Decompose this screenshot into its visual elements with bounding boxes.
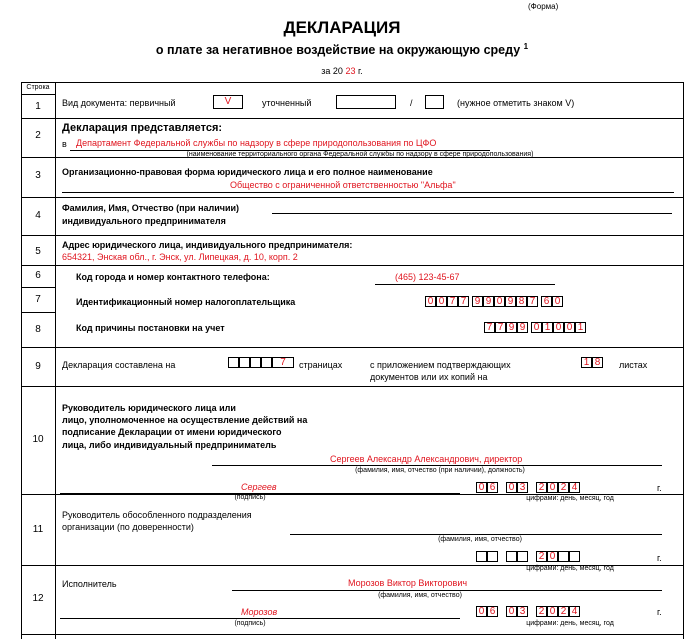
kpp-boxes-cell[interactable]: 7	[495, 322, 506, 333]
subtitle-text: о плате за негативное воздействие на окружающую среду	[155, 43, 521, 58]
row-number: 6	[35, 270, 41, 281]
inn-boxes-cell[interactable]: 7	[458, 296, 469, 307]
pages-box[interactable]	[228, 357, 239, 368]
attachments-label-2: документов или их копий на	[370, 372, 488, 382]
updated-label: уточненный	[262, 98, 312, 108]
head-sign-caption: (подпись)	[234, 494, 266, 501]
date10-cell[interactable]: 2	[558, 482, 569, 493]
kpp-boxes-cell[interactable]: 0	[564, 322, 575, 333]
sheets-boxes-cell[interactable]: 1	[581, 357, 592, 368]
row-number: 10	[32, 434, 44, 445]
executor-label: Исполнитель	[62, 579, 117, 589]
date11-cell[interactable]: 2	[536, 551, 547, 562]
kpp-boxes-cell[interactable]: 1	[575, 322, 586, 333]
date10-cell[interactable]: 0	[476, 482, 487, 493]
date12-cell[interactable]: 2	[558, 606, 569, 617]
inn-boxes-cell[interactable]: 9	[472, 296, 483, 307]
inn-label: Идентификационный номер налогоплательщика	[76, 297, 296, 307]
executor-name-caption: (фамилия, имя, отчество)	[378, 592, 462, 599]
update-number-box[interactable]	[425, 95, 444, 109]
head-label-4: лица, либо индивидуальный предприниматель	[62, 440, 277, 450]
date12-cell[interactable]: 0	[547, 606, 558, 617]
head-signature: Сергеев	[241, 482, 277, 492]
pages-count[interactable]: 7	[272, 357, 294, 368]
head-name-caption: (фамилия, имя, отчество (при наличии), должность)	[355, 467, 525, 474]
kpp-boxes-cell[interactable]: 9	[506, 322, 517, 333]
date10-cell[interactable]: 4	[569, 482, 580, 493]
pages-unit: страницах	[299, 360, 343, 370]
phone-label: Код города и номер контактного телефона:	[76, 272, 270, 282]
attachments-label: с приложением подтверждающих	[370, 360, 511, 370]
inn-boxes-cell[interactable]: 7	[527, 296, 538, 307]
date11-cell[interactable]	[569, 551, 580, 562]
inn-boxes-cell[interactable]: 7	[447, 296, 458, 307]
executor-name: Морозов Виктор Викторович	[348, 578, 468, 588]
phone-value: (465) 123-45-67	[395, 272, 460, 282]
executor-date-caption: цифрами: день, месяц, год	[526, 620, 614, 627]
form-label: (Форма)	[528, 2, 559, 11]
date10-cell[interactable]: 6	[487, 482, 498, 493]
pages-box[interactable]	[250, 357, 261, 368]
kpp-boxes-cell[interactable]: 9	[517, 322, 528, 333]
head-label-1: Руководитель юридического лица или	[62, 403, 236, 413]
executor-signature: Морозов	[241, 607, 278, 617]
date11-cell[interactable]	[506, 551, 517, 562]
primary-checkbox[interactable]: V	[213, 95, 243, 109]
ip-name-label-2: индивидуального предпринимателя	[62, 216, 226, 226]
head-date-caption: цифрами: день, месяц, год	[526, 495, 614, 502]
pages-label: Декларация составлена на	[62, 360, 176, 370]
date10-cell[interactable]: 0	[506, 482, 517, 493]
date12-cell[interactable]: 0	[476, 606, 487, 617]
submitted-to-label: Декларация представляется:	[62, 122, 223, 134]
doc-type-label: Вид документа: первичный	[62, 98, 176, 108]
executor-sign-caption: (подпись)	[234, 620, 266, 627]
row-number: 2	[35, 130, 41, 141]
date11-cell[interactable]	[476, 551, 487, 562]
kpp-boxes-cell[interactable]: 0	[553, 322, 564, 333]
ip-name-label: Фамилия, Имя, Отчество (при наличии)	[62, 203, 240, 213]
report-year	[0, 66, 684, 76]
date12-cell[interactable]: 0	[506, 606, 517, 617]
inn-boxes-cell[interactable]: 0	[436, 296, 447, 307]
date11-cell[interactable]	[517, 551, 528, 562]
branch-name-caption: (фамилия, имя, отчество)	[438, 536, 522, 543]
slash: /	[410, 98, 413, 108]
inn-boxes-cell[interactable]: 0	[552, 296, 563, 307]
head-name: Сергеев Александр Александрович, директор	[330, 454, 523, 464]
authority-caption: (наименование территориального органа Федеральной службы по надзору в сфере природопользования)	[186, 151, 534, 158]
subtitle-footnote: 1	[523, 42, 529, 51]
date12-cell[interactable]: 6	[487, 606, 498, 617]
row-number: 7	[35, 294, 41, 305]
date10-cell[interactable]: 3	[517, 482, 528, 493]
kpp-boxes-cell[interactable]: 0	[531, 322, 542, 333]
date10-cell[interactable]: 0	[547, 482, 558, 493]
kpp-boxes-cell[interactable]: 1	[542, 322, 553, 333]
org-name: Общество с ограниченной ответственностью "Альфа"	[230, 180, 456, 190]
year-prefix: за 20	[321, 66, 343, 76]
head-label-2: лицо, уполномоченное на осуществление действий на	[62, 415, 308, 425]
year-value: 23	[345, 66, 356, 76]
head-label-3: подписание Декларации от имени юридического	[62, 427, 282, 437]
inn-boxes-cell[interactable]: 6	[541, 296, 552, 307]
branch-date-year-suffix: г.	[657, 553, 662, 563]
date12-cell[interactable]: 2	[536, 606, 547, 617]
sheets-unit: листах	[619, 360, 648, 370]
page-subtitle	[0, 42, 684, 57]
inn-boxes-cell[interactable]: 0	[494, 296, 505, 307]
submitted-to-prefix: в	[62, 139, 67, 149]
row-number: 1	[35, 101, 41, 112]
date10-cell[interactable]: 2	[536, 482, 547, 493]
branch-date-caption: цифрами: день, месяц, год	[526, 565, 614, 572]
column-header: Строка	[26, 84, 50, 91]
date11-cell[interactable]: 0	[547, 551, 558, 562]
kpp-boxes-cell[interactable]: 7	[484, 322, 495, 333]
branch-head-label: Руководитель обособленного подразделения	[62, 510, 252, 520]
date12-cell[interactable]: 3	[517, 606, 528, 617]
row-number: 3	[35, 170, 41, 181]
date11-cell[interactable]	[487, 551, 498, 562]
inn-boxes-cell[interactable]: 9	[483, 296, 494, 307]
page-title: ДЕКЛАРАЦИЯ	[283, 18, 401, 37]
branch-head-label-2: организации (по доверенности)	[62, 522, 194, 532]
row-number: 12	[32, 593, 44, 604]
updated-checkbox[interactable]	[336, 95, 396, 109]
inn-boxes-cell[interactable]: 8	[516, 296, 527, 307]
row-number: 5	[35, 246, 41, 257]
inn-boxes-cell[interactable]: 0	[425, 296, 436, 307]
sheets-boxes-cell[interactable]: 8	[592, 357, 603, 368]
head-date-year-suffix: г.	[657, 483, 662, 493]
date12-cell[interactable]: 4	[569, 606, 580, 617]
check-hint: (нужное отметить знаком V)	[457, 98, 575, 108]
date11-cell[interactable]	[558, 551, 569, 562]
row-number: 11	[32, 524, 44, 535]
year-suffix: г.	[358, 66, 363, 76]
org-form-label: Организационно-правовая форма юридического лица и его полное наименование	[62, 167, 433, 177]
authority-name: Департамент Федеральной службы по надзору в сфере природопользования по ЦФО	[76, 138, 437, 148]
kpp-label: Код причины постановки на учет	[76, 323, 225, 333]
pages-box[interactable]	[239, 357, 250, 368]
pages-box[interactable]	[261, 357, 272, 368]
executor-date-year-suffix: г.	[657, 607, 662, 617]
row-number: 9	[35, 361, 41, 372]
inn-boxes-cell[interactable]: 9	[505, 296, 516, 307]
address-label: Адрес юридического лица, индивидуального предпринимателя:	[62, 240, 353, 250]
row-number: 8	[35, 324, 41, 335]
row-number: 4	[35, 210, 41, 221]
address-value: 654321, Энская обл., г. Энск, ул. Липецкая, д. 10, корп. 2	[62, 252, 298, 262]
